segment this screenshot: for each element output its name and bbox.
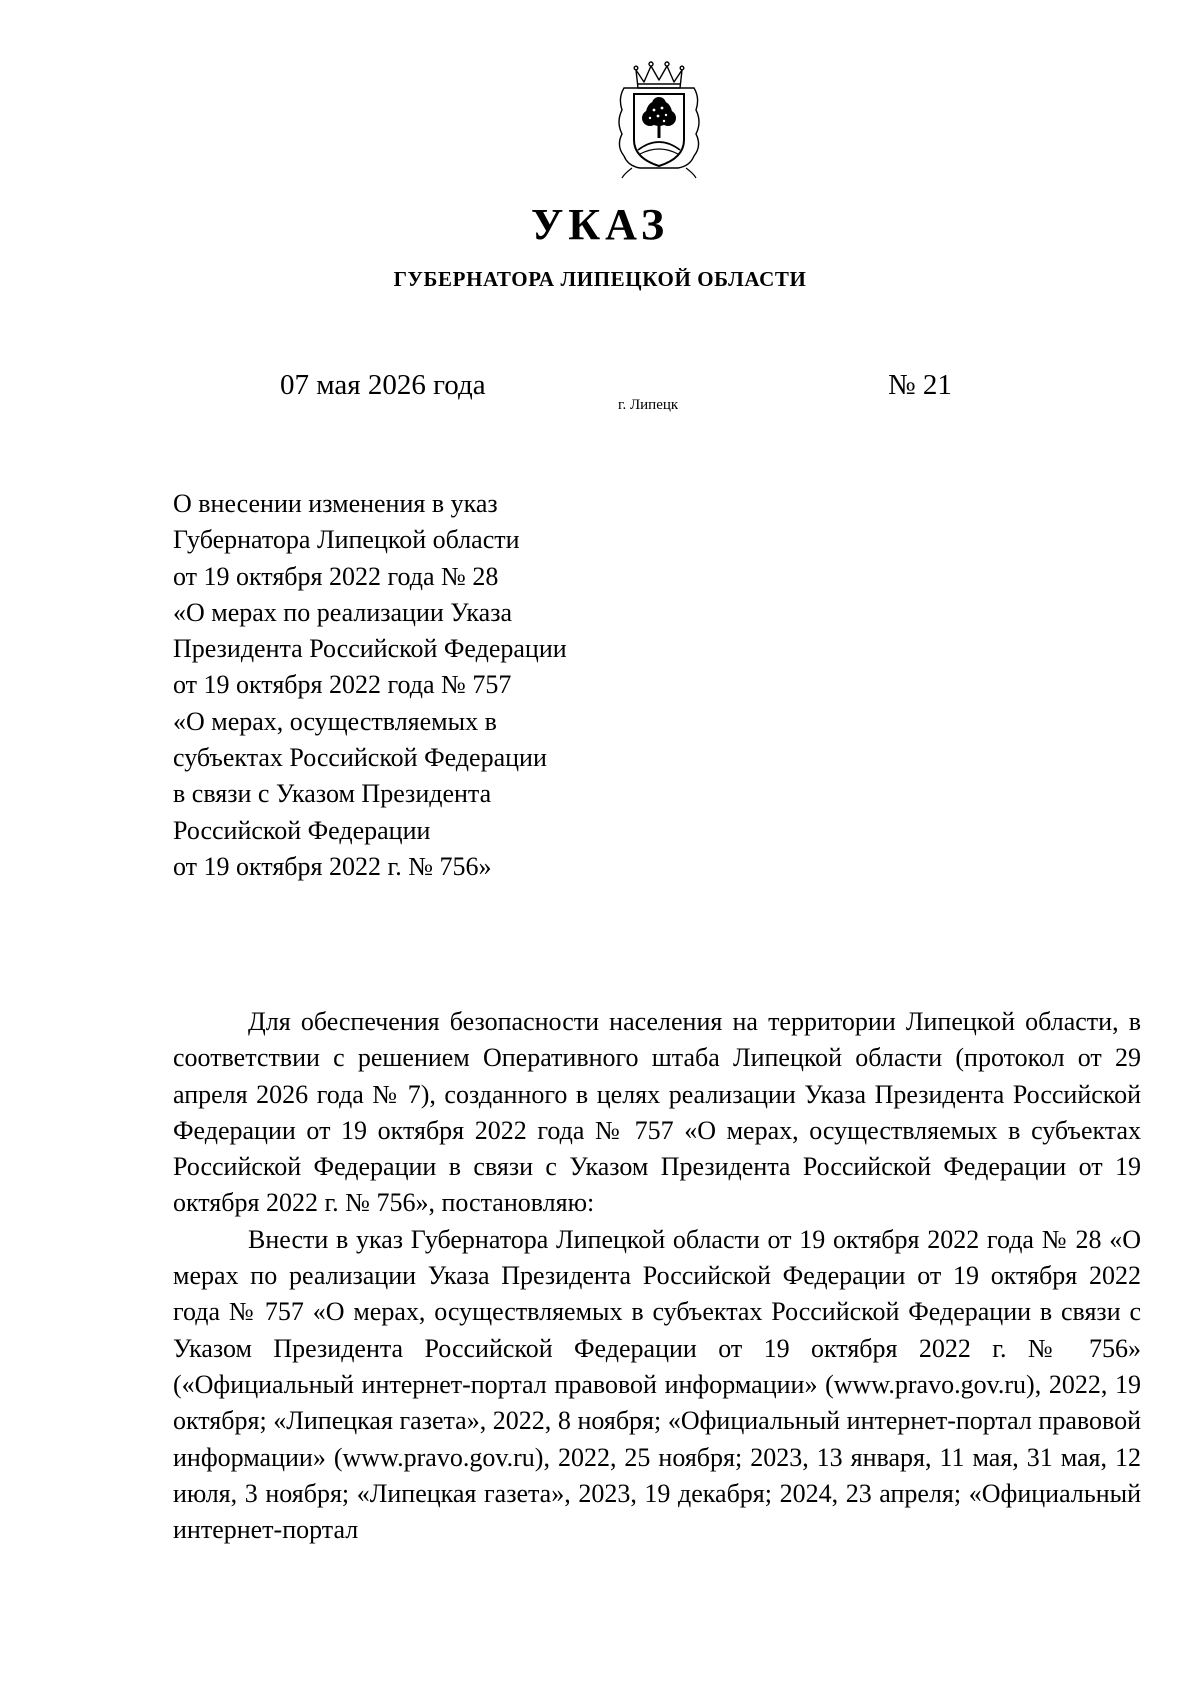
heading-line: субъектах Российской Федерации [173,743,547,773]
document-heading [173,486,733,885]
heading-line: от 19 октября 2022 года № 28 [173,561,499,591]
document-number: № 21 [888,369,952,401]
body-paragraph: Внести в указ Губернатора Липецкой области от 19 октября 2022 года № 28 «О мерах по реализации Указа Президента Российской Федерации от 19 октября 2022 года № 757 «О мерах, осуществляемых в субъектах Российской Федерации в связи с Указом Президента Российской Федерации от 19 октября 2022 г. № 756» («Официальный интернет-портал правовой информации» (www.pravo.gov.ru), 2022, 19 октября; «Липецкая газета», 2022, 8 ноября; «Официальный интернет-портал правовой информации» (www.pravo.gov.ru), 2022, 25 ноября; 2023, 13 января, 11 мая, 31 мая, 12 июля, 3 ноября; «Липецкая газета», 2023, 19 декабря; 2024, 23 апреля; «Официальный интернет-портал [173,1224,1141,1545]
heading-line: О внесении изменения в указ [173,489,498,518]
document-body [173,1004,1141,1548]
document-title: УКАЗ [530,200,670,249]
document-date: 07 мая 2026 года [280,369,486,401]
heading-line: «О мерах, осуществляемых в [173,706,497,736]
document-subtitle: ГУБЕРНАТОРА ЛИПЕЦКОЙ ОБЛАСТИ [393,267,807,291]
heading-line: Губернатора Липецкой области [173,525,520,555]
heading-line: от 19 октября 2022 г. № 756» [173,851,492,881]
heading-line: Российской Федерации [173,815,431,845]
heading-line: от 19 октября 2022 года № 757 [173,670,512,700]
lipetsk-coat-of-arms-icon [614,58,704,180]
body-paragraph: Для обеспечения безопасности населения на территории Липецкой области, в соответствии с решением Оперативного штаба Липецкой области (протокол от 29 апреля 2026 года № 7), созданного в целях реализации Указа Президента Российской Федерации от 19 октября 2022 года № 757 «О мерах, осуществляемых в субъектах Российской Федерации в связи с Указом Президента Российской Федерации от 19 октября 2022 г. № 756», постановляю: [173,1007,1141,1218]
heading-line: в связи с Указом Президента [173,779,492,809]
heading-line: Президента Российской Федерации [173,634,567,664]
document-city: г. Липецк [618,397,679,413]
heading-line: «О мерах по реализации Указа [173,597,513,627]
